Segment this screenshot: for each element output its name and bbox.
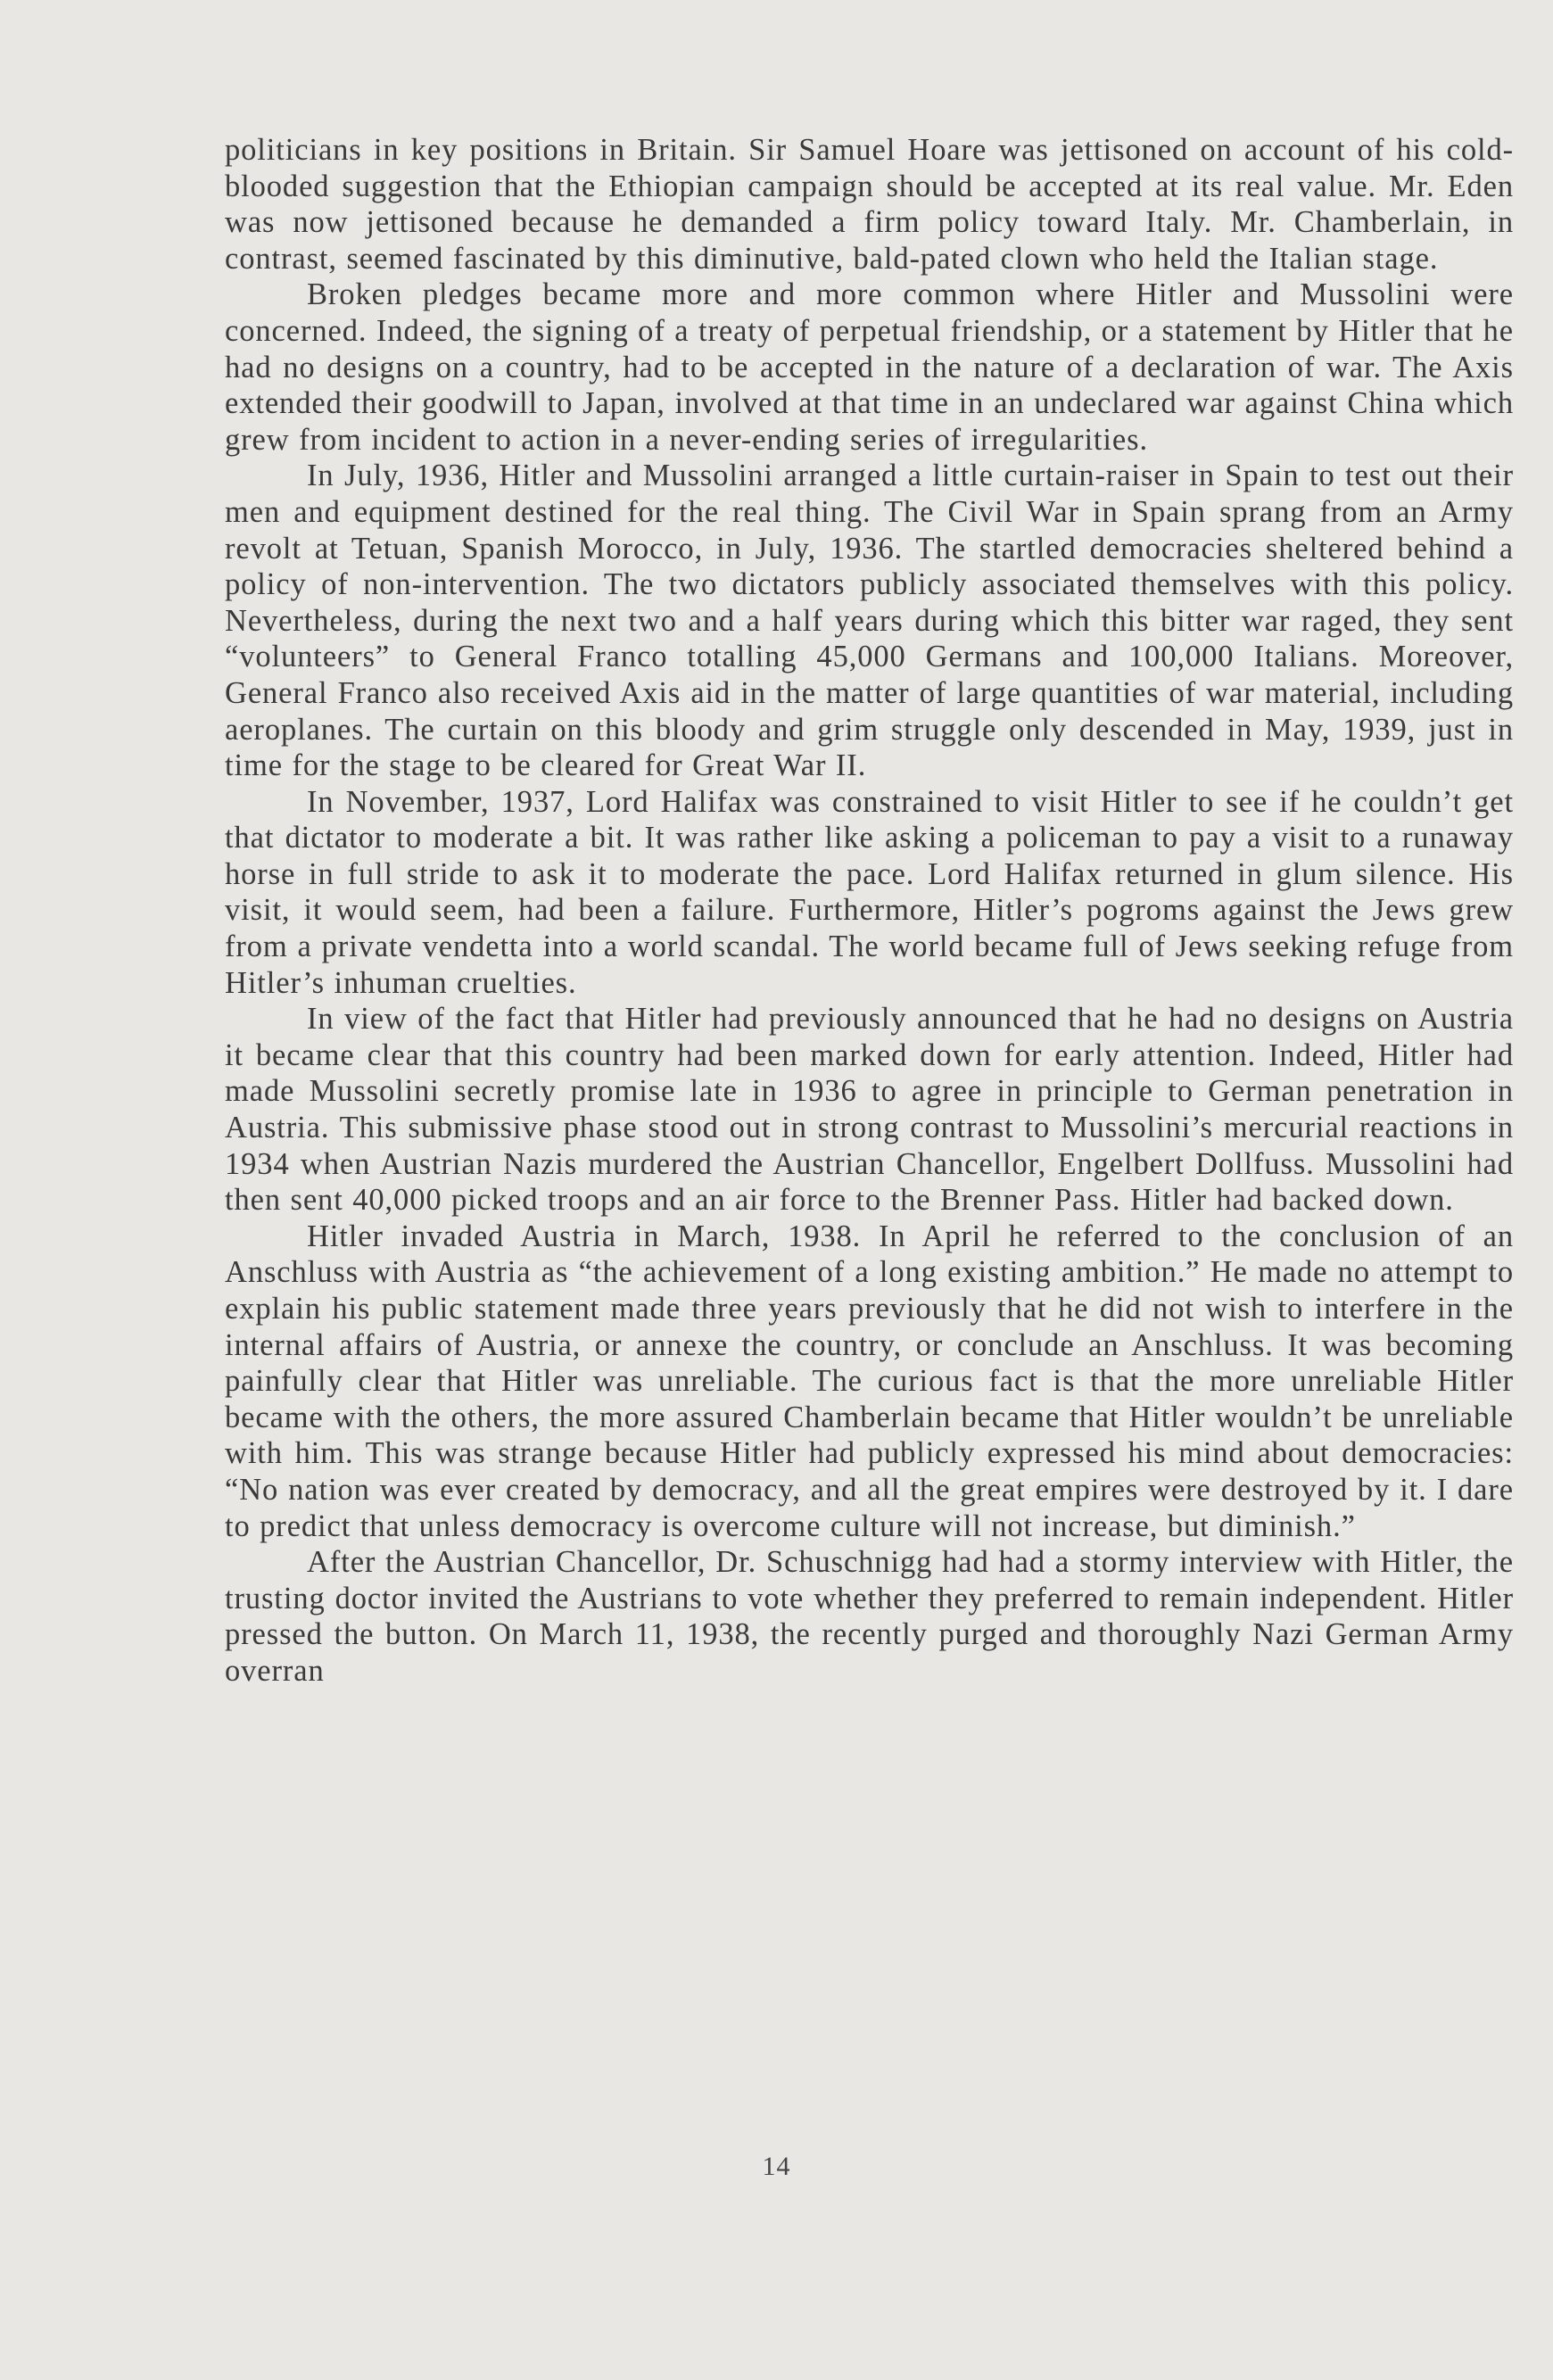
- paragraph-4: In November, 1937, Lord Halifax was constrained to visit Hitler to see if he couldn’t get that dictator to moderate a bit. It was rather like asking a policeman to pay a visit to a runaway horse in full stride to ask it to moderate the pace. Lord Halifax returned in glum silence. His visit, it would seem, had been a failure. Furthermore, Hitler’s pogroms against the Jews grew from a private vendetta into a world scandal. The world became full of Jews seeking refuge from Hitler’s inhuman cruelties.: [225, 784, 1514, 1000]
- body-text: [225, 132, 1514, 1690]
- paragraph-1: politicians in key positions in Britain. Sir Samuel Hoare was jettisoned on account of his cold-blooded suggestion that the Ethiopian campaign should be accepted at its real value. Mr. Eden was now jettisoned because he demanded a firm policy toward Italy. Mr. Chamberlain, in contrast, seemed fascinated by this diminutive, bald-pated clown who held the Italian stage.: [225, 133, 1514, 276]
- paragraph-2: Broken pledges became more and more common where Hitler and Mussolini were concerned. Indeed, the signing of a treaty of perpetual friendship, or a statement by Hitler that he had no designs on a country, had to be accepted in the nature of a declaration of war. The Axis extended their goodwill to Japan, involved at that time in an undeclared war against China which grew from incident to action in a never-ending series of irregularities.: [225, 277, 1514, 457]
- page-number: 14: [762, 2152, 791, 2181]
- paragraph-7: After the Austrian Chancellor, Dr. Schuschnigg had had a stormy interview with Hitler, the trusting doctor invited the Austrians to vote whether they preferred to remain independent. Hitler pressed the button. On March 11, 1938, the recently purged and thoroughly Nazi German Army overran: [225, 1545, 1514, 1688]
- paragraph-3: In July, 1936, Hitler and Mussolini arranged a little curtain-raiser in Spain to test out their men and equipment destined for the real thing. The Civil War in Spain sprang from an Army revolt at Tetuan, Spanish Morocco, in July, 1936. The startled democracies sheltered behind a policy of non-intervention. The two dictators publicly associated themselves with this policy. Nevertheless, during the next two and a half years during which this bitter war raged, they sent “volunteers” to General Franco totalling 45,000 Germans and 100,000 Italians. Moreover, General Franco also received Axis aid in the matter of large quantities of war material, including aeroplanes. The curtain on this bloody and grim struggle only descended in May, 1939, just in time for the stage to be cleared for Great War II.: [225, 459, 1514, 783]
- paragraph-6: Hitler invaded Austria in March, 1938. In April he referred to the conclusion of an Anschluss with Austria as “the achievement of a long existing ambition.” He made no attempt to explain his public statement made three years previously that he did not wish to interfere in the internal affairs of Austria, or annexe the country, or conclude an Anschluss. It was becoming painfully clear that Hitler was unreliable. The curious fact is that the more unreliable Hitler became with the others, the more assured Chamberlain became that Hitler wouldn’t be unreliable with him. This was strange because Hitler had publicly expressed his mind about democracies: “No nation was ever created by democracy, and all the great empires were destroyed by it. I dare to predict that unless democracy is overcome culture will not increase, but diminish.”: [225, 1219, 1514, 1543]
- paragraph-5: In view of the fact that Hitler had previously announced that he had no designs on Austria it became clear that this country had been marked down for early attention. Indeed, Hitler had made Mussolini secretly promise late in 1936 to agree in principle to German penetration in Austria. This submissive phase stood out in strong contrast to Mussolini’s mercurial reactions in 1934 when Austrian Nazis murdered the Austrian Chancellor, Engelbert Dollfuss. Mussolini had then sent 40,000 picked troops and an air force to the Brenner Pass. Hitler had backed down.: [225, 1002, 1514, 1218]
